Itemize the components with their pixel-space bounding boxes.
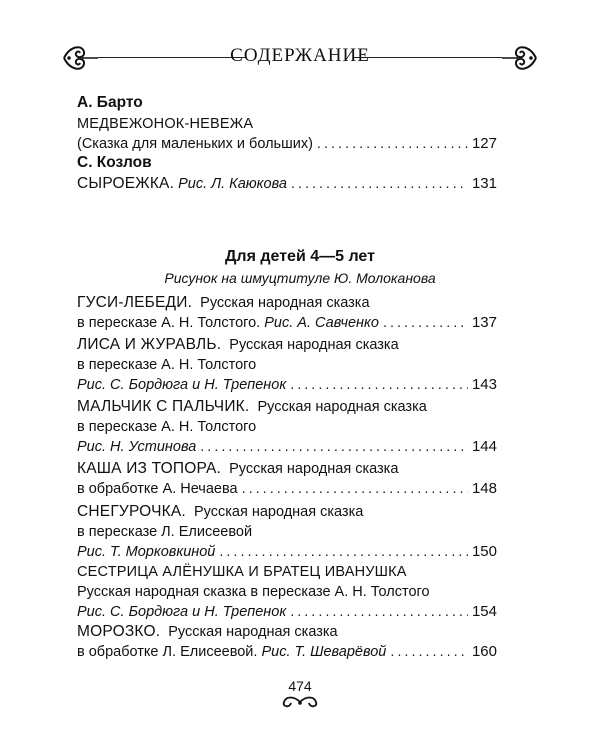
entry-desc: Русская народная сказка bbox=[257, 399, 427, 415]
entry-page-row bbox=[77, 642, 497, 662]
page-number: 131 bbox=[471, 175, 497, 192]
page-number: 150 bbox=[471, 543, 497, 560]
entry-page-row bbox=[77, 479, 497, 499]
section-title: Для детей 4—5 лет bbox=[225, 248, 375, 265]
entry-line2: Русская народная сказка в пересказе А. Н. Толстого bbox=[77, 584, 430, 600]
toc-entry-snegurochka[interactable] bbox=[77, 502, 497, 562]
toc-entry-morozko[interactable] bbox=[77, 622, 497, 662]
author-barto: А. Барто bbox=[77, 94, 143, 111]
entry-page-row bbox=[77, 542, 497, 562]
entry-illustrator: Рис. С. Бордюга и Н. Трепенок bbox=[77, 377, 287, 393]
page-number: 160 bbox=[471, 643, 497, 660]
flourish-ornament-right-icon bbox=[500, 36, 540, 80]
entry-desc: Русская народная сказка bbox=[229, 461, 399, 477]
page-number: 148 bbox=[471, 480, 497, 497]
entry-desc: Русская народная сказка bbox=[193, 504, 364, 520]
entry-title: ЛИСА И ЖУРАВЛЬ. bbox=[77, 336, 222, 353]
entry-title: СНЕГУРОЧКА. bbox=[77, 503, 186, 520]
entry-desc: Русская народная сказка bbox=[229, 337, 399, 353]
toc-entry-gusi-lebedi[interactable] bbox=[77, 293, 497, 333]
dot-leader bbox=[200, 437, 468, 457]
dot-leader bbox=[383, 313, 468, 333]
entry-line2: в обработке Л. Елисеевой. bbox=[77, 644, 258, 660]
entry-page-row bbox=[77, 134, 497, 154]
dot-leader bbox=[390, 642, 468, 662]
dot-leader bbox=[242, 479, 468, 499]
entry-subtitle: (Сказка для маленьких и больших) bbox=[77, 136, 313, 152]
page-number: 137 bbox=[471, 314, 497, 331]
entry-page-row bbox=[77, 437, 497, 457]
page-number: 143 bbox=[471, 376, 497, 393]
entry-page-row bbox=[77, 313, 497, 333]
entry-title: МАЛЬЧИК С ПАЛЬЧИК. bbox=[77, 398, 250, 415]
entry-title: СЕСТРИЦА АЛЁНУШКА И БРАТЕЦ ИВАНУШКА bbox=[77, 564, 407, 580]
entry-line2: в пересказе Л. Елисеевой bbox=[77, 524, 253, 540]
footer-flourish-icon bbox=[260, 694, 340, 710]
dot-leader bbox=[291, 174, 468, 194]
toc-entry-malchik-s-palchik[interactable] bbox=[77, 397, 497, 457]
toc-entry-medvezhonok[interactable] bbox=[77, 114, 497, 154]
entry-title: СЫРОЕЖКА. bbox=[77, 175, 175, 192]
entry-title: ГУСИ-ЛЕБЕДИ. bbox=[77, 294, 193, 311]
dot-leader bbox=[290, 375, 468, 395]
toc-entry-sestritsa-alyonushka[interactable] bbox=[77, 562, 497, 622]
entry-line2: в пересказе А. Н. Толстого. bbox=[77, 315, 261, 331]
page-number: 154 bbox=[471, 603, 497, 620]
entry-page-row bbox=[77, 602, 497, 622]
entry-title: КАША ИЗ ТОПОРА. bbox=[77, 460, 221, 477]
entry-illustrator: Рис. Л. Каюкова bbox=[178, 176, 287, 192]
entry-page-row bbox=[77, 174, 497, 194]
entry-title: МОРОЗКО. bbox=[77, 623, 161, 640]
author-kozlov: С. Козлов bbox=[77, 154, 152, 171]
page-title: СОДЕРЖАНИЕ bbox=[230, 45, 370, 66]
page-number: 127 bbox=[471, 135, 497, 152]
page-footer bbox=[0, 678, 600, 710]
entry-title: МЕДВЕЖОНОК-НЕВЕЖА bbox=[77, 116, 254, 132]
dot-leader bbox=[219, 542, 468, 562]
footer-page-number: 474 bbox=[288, 678, 312, 694]
entry-line2: в пересказе А. Н. Толстого bbox=[77, 357, 257, 373]
page-number: 144 bbox=[471, 438, 497, 455]
header-rule-right bbox=[354, 57, 502, 58]
toc-entry-syroezhka[interactable] bbox=[77, 174, 497, 194]
entry-line2: в пересказе А. Н. Толстого bbox=[77, 419, 257, 435]
page-header bbox=[60, 30, 540, 86]
dot-leader bbox=[290, 602, 468, 622]
entry-desc: Русская народная сказка bbox=[200, 295, 370, 311]
entry-illustrator: Рис. А. Савченко bbox=[264, 315, 379, 331]
entry-page-row bbox=[77, 375, 497, 395]
entry-illustrator: Рис. Н. Устинова bbox=[77, 439, 197, 455]
entry-desc: Русская народная сказка bbox=[168, 624, 338, 640]
toc-entry-kasha-iz-topora[interactable] bbox=[77, 459, 497, 499]
section-subtitle: Рисунок на шмуцтитуле Ю. Молоканова bbox=[164, 270, 436, 286]
entry-illustrator: Рис. Т. Шеварёвой bbox=[261, 644, 387, 660]
toc-entry-lisa-i-zhuravl[interactable] bbox=[77, 335, 497, 395]
entry-illustrator: Рис. С. Бордюга и Н. Трепенок bbox=[77, 604, 287, 620]
entry-line2: в обработке А. Нечаева bbox=[77, 481, 238, 497]
dot-leader bbox=[317, 134, 468, 154]
entry-illustrator: Рис. Т. Морковкиной bbox=[77, 544, 216, 560]
